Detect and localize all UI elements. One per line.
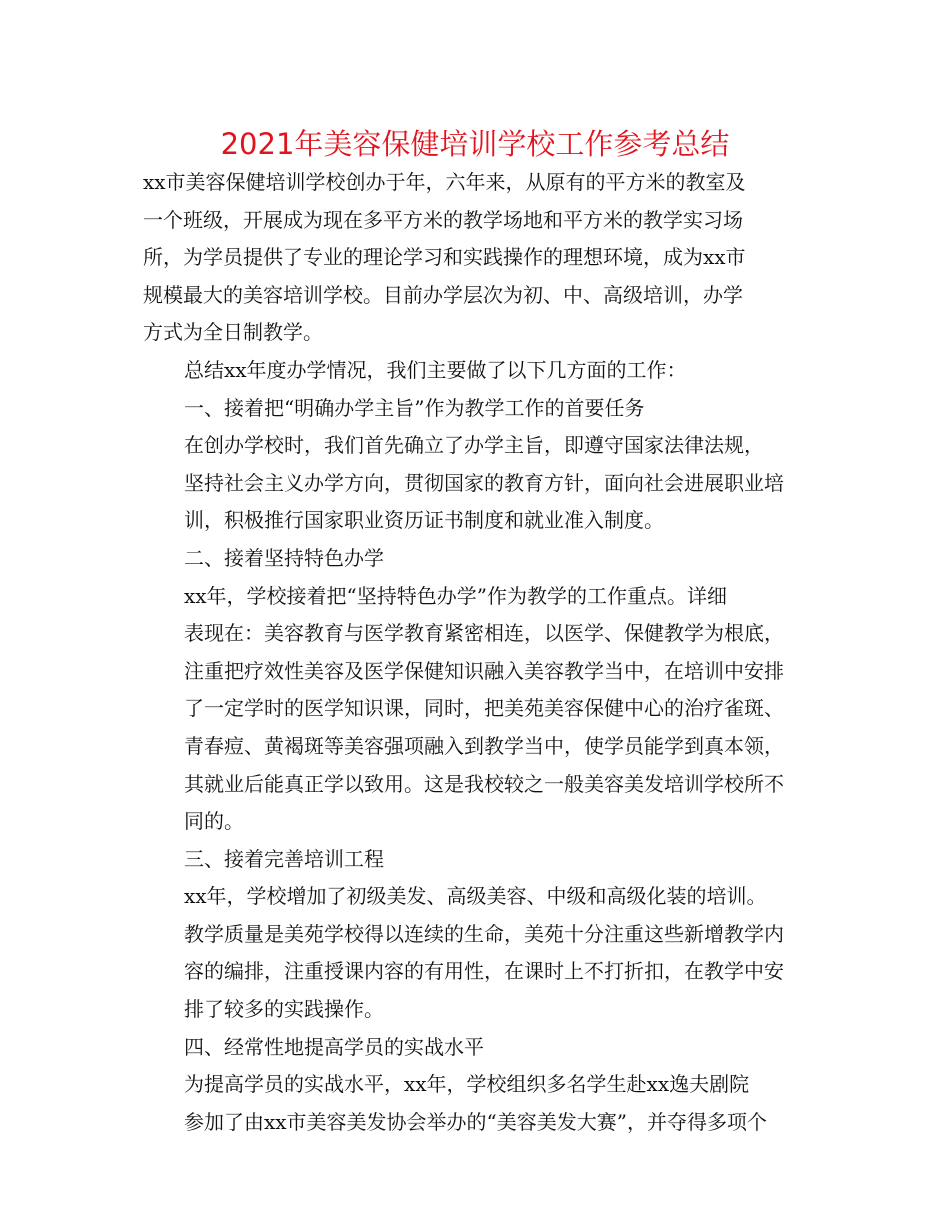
text-line: 参加了由xx市美容美发协会举办的“美容美发大赛”，并夺得多项个 — [184, 1109, 768, 1134]
paragraph — [143, 841, 813, 879]
document-title: 2021年美容保健培训学校工作参考总结 — [220, 127, 730, 161]
paragraph — [143, 1029, 813, 1067]
document-body — [143, 164, 813, 1141]
text-line: 为提高学员的实战水平，xx年，学校组织多名学生赴xx逸夫剧院 — [184, 1072, 750, 1097]
text-line: 一、接着把“明确办学主旨”作为教学工作的首要任务 — [184, 395, 645, 420]
text-line: 训，积极推行国家职业资历证书制度和就业准入制度。 — [184, 508, 664, 533]
text-line: 坚持社会主义办学方向，贯彻国家的教育方针，面向社会进展职业培 — [184, 470, 784, 495]
text-line: 教学质量是美苑学校得以连续的生命，美苑十分注重这些新增教学内 — [184, 921, 784, 946]
paragraph — [143, 540, 813, 578]
text-line: 其就业后能真正学以致用。这是我校较之一般美容美发培训学校所不 — [184, 771, 784, 796]
text-line: 了一定学时的医学知识课，同时，把美苑美容保健中心的治疗雀斑、 — [184, 696, 784, 721]
text-line: 所，为学员提供了专业的理论学习和实践操作的理想环境，成为xx市 — [143, 245, 746, 270]
paragraph — [143, 164, 813, 352]
text-line: xx年，学校增加了初级美发、高级美容、中级和高级化装的培训。 — [184, 884, 767, 909]
text-line: 四、经常性地提高学员的实战水平 — [184, 1034, 484, 1059]
text-line: 一个班级，开展成为现在多平方米的教学场地和平方米的教学实习场 — [143, 207, 743, 232]
text-line: 青春痘、黄褐斑等美容强项融入到教学当中，使学员能学到真本领， — [184, 733, 784, 758]
text-line: 注重把疗效性美容及医学保健知识融入美容教学当中，在培训中安排 — [184, 658, 784, 683]
text-line: 三、接着完善培训工程 — [184, 846, 384, 871]
text-line: 二、接着坚持特色办学 — [184, 545, 384, 570]
text-line: xx市美容保健培训学校创办于年，六年来，从原有的平方米的教室及 — [143, 170, 746, 194]
text-line: 排了较多的实践操作。 — [184, 997, 384, 1022]
paragraph — [143, 1066, 813, 1141]
text-line: 方式为全日制教学。 — [143, 320, 323, 345]
text-line: 总结xx年度办学情况，我们主要做了以下几方面的工作： — [184, 357, 687, 382]
text-line: xx年，学校接着把“坚持特色办学”作为教学的工作重点。详细 — [184, 583, 728, 608]
paragraph — [143, 390, 813, 428]
text-line: 同的。 — [184, 809, 244, 834]
paragraph — [143, 878, 813, 1028]
text-line: 规模最大的美容培训学校。目前办学层次为初、中、高级培训，办学 — [143, 282, 743, 307]
paragraph — [143, 578, 813, 841]
text-line: 表现在：美容教育与医学教育紧密相连，以医学、保健教学为根底， — [184, 621, 784, 646]
text-line: 在创办学校时，我们首先确立了办学主旨，即遵守国家法律法规， — [184, 433, 764, 458]
text-line: 容的编排，注重授课内容的有用性，在课时上不打折扣，在教学中安 — [184, 959, 784, 984]
paragraph — [143, 427, 813, 540]
paragraph — [143, 352, 813, 390]
